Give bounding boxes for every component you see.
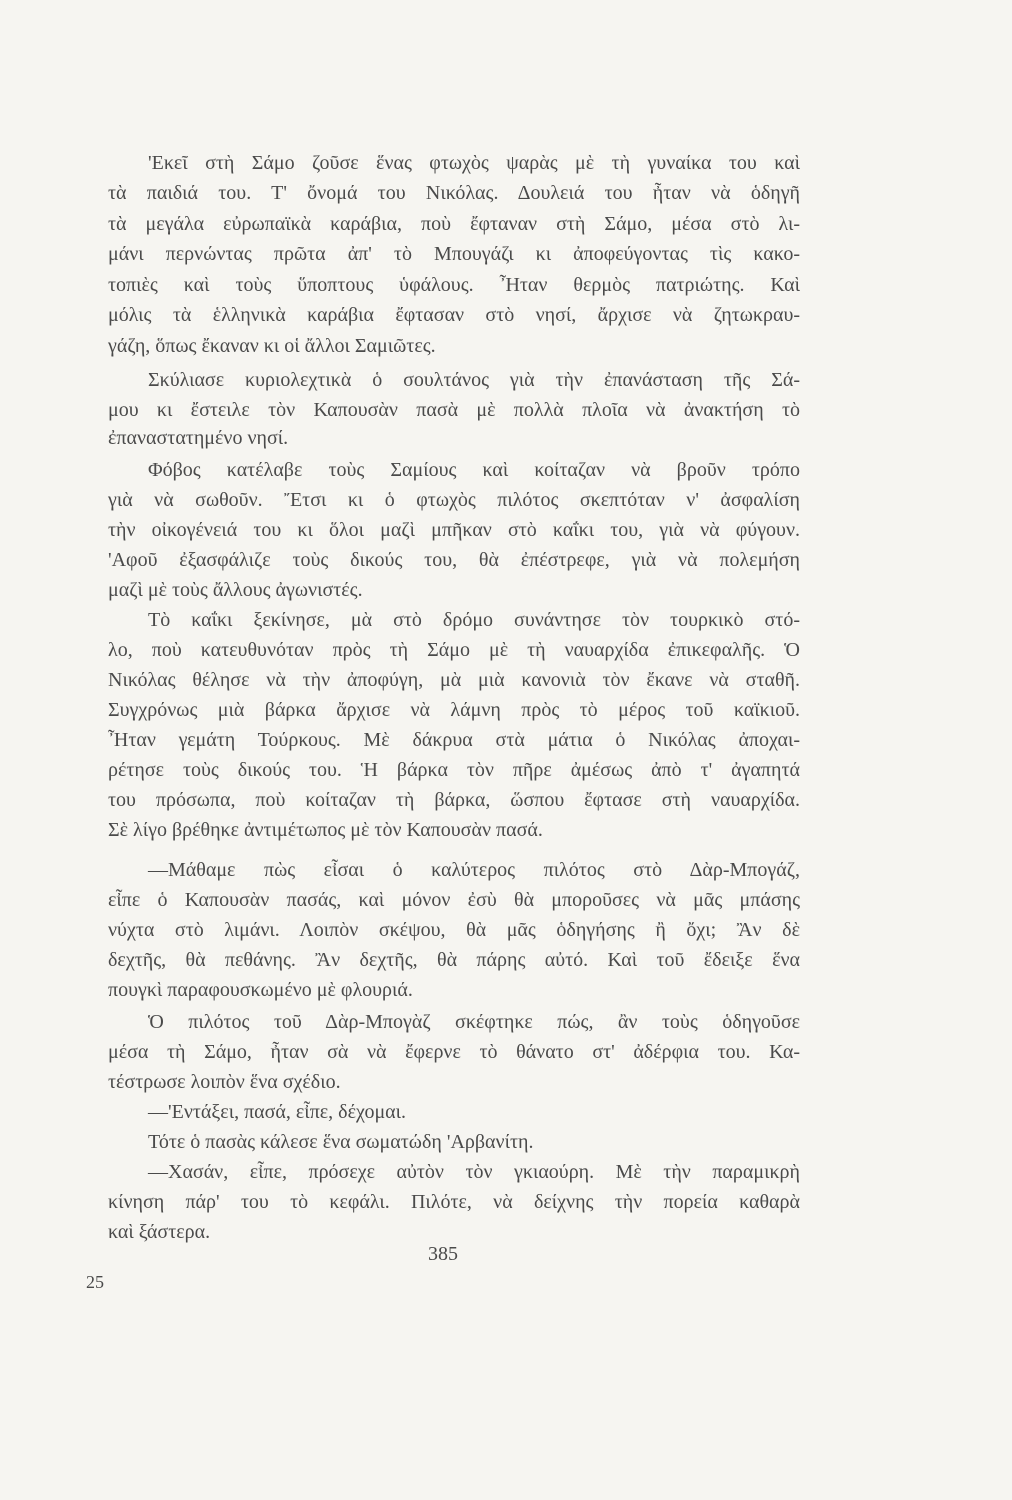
text-line: γιὰ νὰ σωθοῦν. Ἔτσι κι ὁ φτωχὸς πιλότος σκεπτόταν ν' ἀσφαλίση <box>108 489 800 511</box>
text-line: Ἦταν γεμάτη Τούρκους. Μὲ δάκρυα στὰ μάτια ὁ Νικόλας ἀποχαι- <box>108 729 800 751</box>
text-line: —Μάθαμε πὼς εἶσαι ὁ καλύτερος πιλότος στὸ Δὰρ-Μπογάζ, <box>148 859 800 881</box>
text-line: 'Αφοῦ ἐξασφάλιζε τοὺς δικούς του, θὰ ἐπέστρεφε, γιὰ νὰ πολεμήση <box>108 549 800 571</box>
text-line: μέσα τὴ Σάμο, ἦταν σὰ νὰ ἔφερνε τὸ θάνατο στ' ἀδέρφια του. Κα- <box>108 1041 800 1063</box>
text-line: μόλις τὰ ἑλληνικὰ καράβια ἔφτασαν στὸ νησί, ἄρχισε νὰ ζητωκραυ- <box>108 304 800 326</box>
text-line: τὴν οἰκογένειά του κι ὅλοι μαζὶ μπῆκαν στὸ καΐκι του, γιὰ νὰ φύγουν. <box>108 519 800 541</box>
text-line: λο, ποὺ κατευθυνόταν πρὸς τὴ Σάμο μὲ τὴ ναυαρχίδα ἐπικεφαλῆς. Ὁ <box>108 639 800 661</box>
text-line: γάζη, ὅπως ἔκαναν κι οἱ ἄλλοι Σαμιῶτες. <box>108 335 436 357</box>
text-line: τὰ μεγάλα εὐρωπαϊκὰ καράβια, ποὺ ἔφταναν στὴ Σάμο, μέσα στὸ λι- <box>108 213 800 235</box>
text-line: Νικόλας θέλησε νὰ τὴν ἀποφύγη, μὰ μιὰ κανονιὰ τὸν ἔκανε νὰ σταθῆ. <box>108 669 800 691</box>
text-line: Τὸ καΐκι ξεκίνησε, μὰ στὸ δρόμο συνάντησε τὸν τουρκικὸ στό- <box>148 609 800 631</box>
text-line: πουγκὶ παραφουσκωμένο μὲ φλουριά. <box>108 979 413 1001</box>
text-line: κίνηση πάρ' του τὸ κεφάλι. Πιλότε, νὰ δείχνης τὴν πορεία καθαρὰ <box>108 1191 800 1213</box>
page-number: 385 <box>428 1243 458 1265</box>
text-line: του πρόσωπα, ποὺ κοίταζαν τὴ βάρκα, ὥσπου ἔφτασε στὴ ναυαρχίδα. <box>108 789 800 811</box>
text-line: Συγχρόνως μιὰ βάρκα ἄρχισε νὰ λάμνη πρὸς τὸ μέρος τοῦ καϊκιοῦ. <box>108 699 800 721</box>
text-line: τοπιὲς καὶ τοὺς ὕποπτους ὑφάλους. Ἦταν θερμὸς πατριώτης. Καὶ <box>108 274 800 296</box>
text-line: μαζὶ μὲ τοὺς ἄλλους ἀγωνιστές. <box>108 579 363 601</box>
text-line: μάνι περνώντας πρῶτα ἀπ' τὸ Μπουγάζι κι ἀποφεύγοντας τὶς κακο- <box>108 243 800 265</box>
text-line: καὶ ξάστερα. <box>108 1221 211 1243</box>
text-line: ρέτησε τοὺς δικούς του. Ἡ βάρκα τὸν πῆρε ἀμέσως ἀπὸ τ' ἀγαπητά <box>108 759 800 781</box>
text-line: εἶπε ὁ Καπουσὰν πασάς, καὶ μόνον ἐσὺ θὰ μποροῦσες νὰ μᾶς μπάσης <box>108 889 800 911</box>
text-line: Φόβος κατέλαβε τοὺς Σαμίους καὶ κοίταζαν νὰ βροῦν τρόπο <box>148 459 800 481</box>
signature-mark: 25 <box>86 1272 104 1292</box>
text-line: Σκύλιασε κυριολεχτικὰ ὁ σουλτάνος γιὰ τὴν ἐπανάσταση τῆς Σά- <box>148 369 800 391</box>
text-line: τὰ παιδιά του. Τ' ὄνομά του Νικόλας. Δουλειά του ἦταν νὰ ὁδηγῆ <box>108 182 800 204</box>
text-line: μου κι ἔστειλε τὸν Καπουσὰν πασὰ μὲ πολλὰ πλοῖα νὰ ἀνακτήση τὸ <box>108 399 800 421</box>
text-line: δεχτῆς, θὰ πεθάνης. Ἂν δεχτῆς, θὰ πάρης αὐτό. Καὶ τοῦ ἔδειξε ἕνα <box>108 949 800 971</box>
text-line: τέστρωσε λοιπὸν ἕνα σχέδιο. <box>108 1071 341 1093</box>
text-line: —Χασάν, εἶπε, πρόσεχε αὐτὸν τὸν γκιαούρη. Μὲ τὴν παραμικρὴ <box>148 1161 800 1183</box>
text-line: ἐπαναστατημένο νησί. <box>108 427 289 449</box>
text-line: Ὁ πιλότος τοῦ Δὰρ-Μπογὰζ σκέφτηκε πώς, ἂν τοὺς ὁδηγοῦσε <box>148 1011 800 1033</box>
text-line: νύχτα στὸ λιμάνι. Λοιπὸν σκέψου, θὰ μᾶς ὁδηγήσης ἢ ὄχι; Ἂν δὲ <box>108 919 800 941</box>
text-line: Σὲ λίγο βρέθηκε ἀντιμέτωπος μὲ τὸν Καπουσὰν πασά. <box>108 819 543 841</box>
text-line: Τότε ὁ πασὰς κάλεσε ἕνα σωματώδη 'Αρβανίτη. <box>148 1131 534 1153</box>
text-line: 'Εκεῖ στὴ Σάμο ζοῦσε ἕνας φτωχὸς ψαρὰς μὲ τὴ γυναίκα του καὶ <box>148 152 800 174</box>
text-line: —'Εντάξει, πασά, εἶπε, δέχομαι. <box>148 1101 407 1123</box>
